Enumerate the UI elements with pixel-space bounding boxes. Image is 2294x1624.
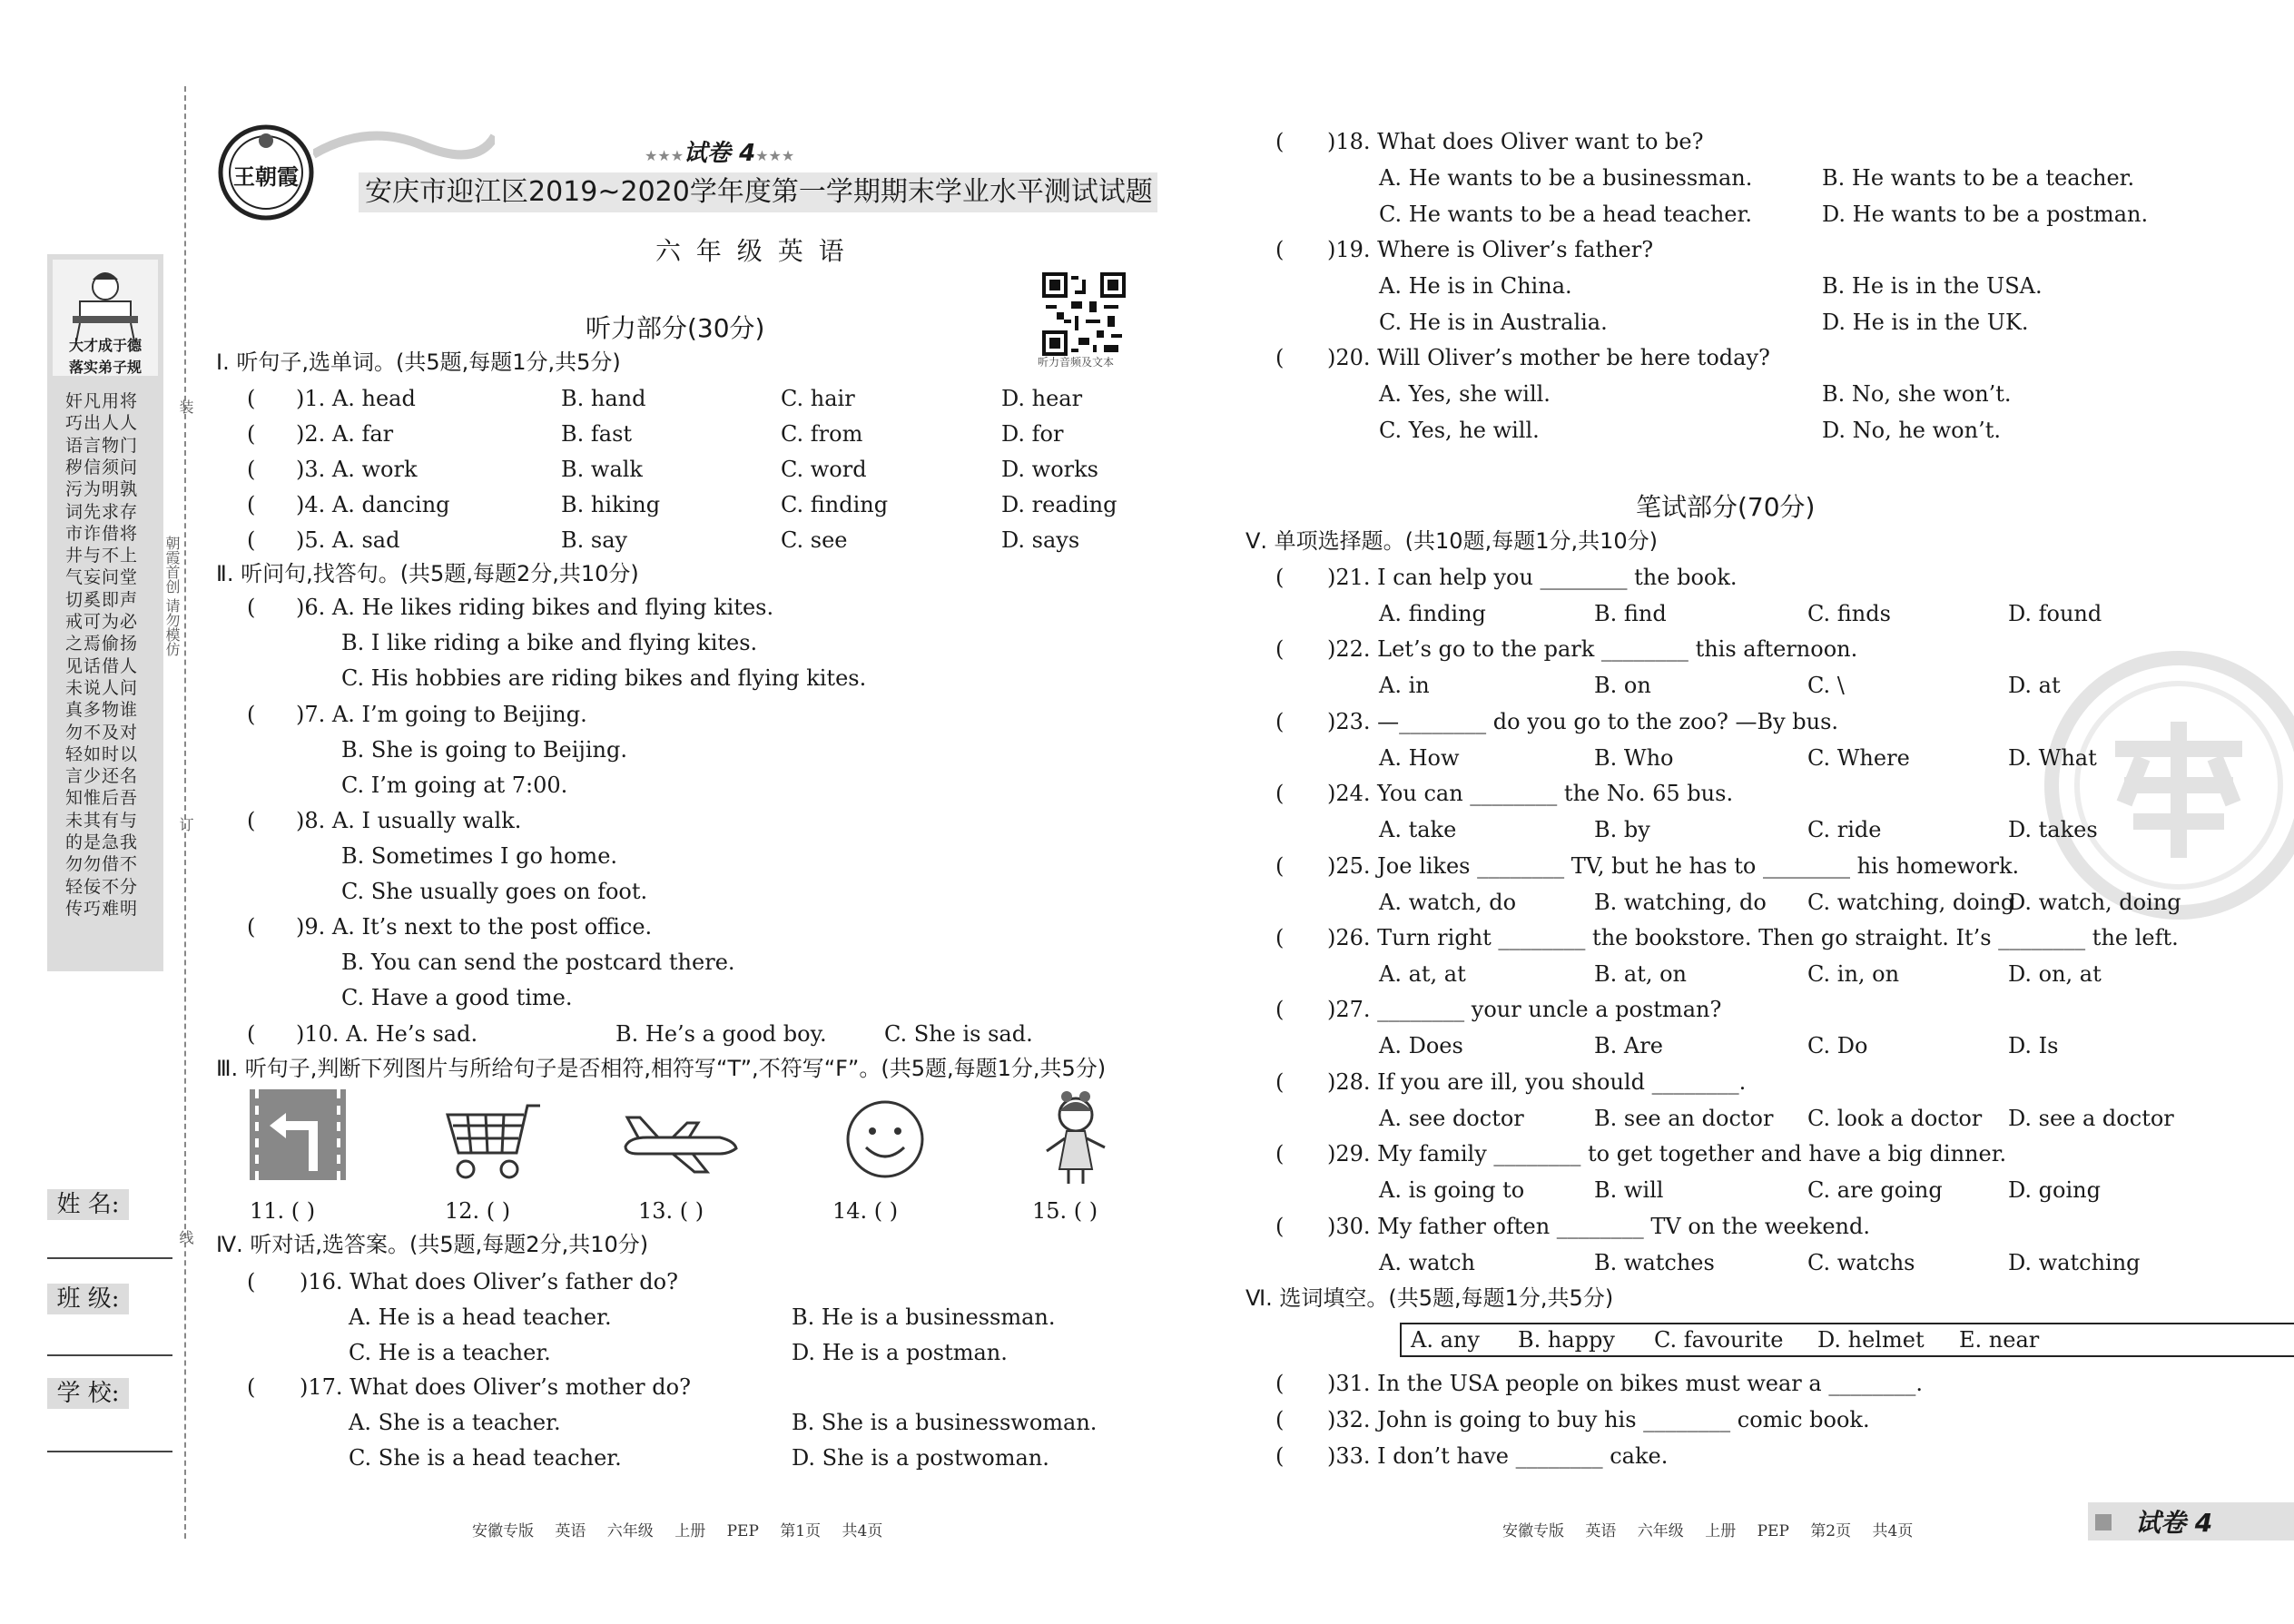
q17-option-b: B. She is a businesswoman. [792, 1410, 1098, 1435]
q28-option-d: D. see a doctor [2008, 1105, 2174, 1131]
q16-option-c: C. He is a teacher. [349, 1340, 551, 1365]
word-bank-c: C. favourite [1654, 1327, 1784, 1353]
motto-line: 污为明孰 [65, 479, 139, 500]
q17-option-a: A. She is a teacher. [349, 1410, 561, 1435]
q15-answer-slot[interactable]: 15. ( ) [1032, 1198, 1098, 1224]
school-label: 学 校: [47, 1378, 129, 1409]
q1-option-d: D. hear [1001, 386, 1083, 411]
motto-line: 未其有与 [65, 810, 139, 831]
q30-question: )30. My father often ________ TV on the weekend. [1327, 1213, 1870, 1239]
motto-line: 未说人问 [65, 677, 139, 698]
listening-section-title: 听力部分(30分) [586, 313, 765, 343]
motto-line: 的是急我 [65, 832, 139, 852]
q30-option-d: D. watching [2008, 1249, 2141, 1275]
q32-question: )32. John is going to buy his ________ comic book. [1327, 1407, 1870, 1432]
q18-option-c: C. He wants to be a head teacher. [1379, 202, 1752, 227]
girl-picture [1039, 1088, 1112, 1187]
q9-option-c: C. Have a good time. [341, 985, 573, 1010]
girl-icon [1039, 1088, 1112, 1187]
motto-line: 市诈借将 [65, 523, 139, 544]
q3-option-a: )3. A. work [296, 457, 418, 482]
paper-label: ★★★试卷 4★★★ [645, 140, 795, 167]
smiley-icon [844, 1098, 926, 1180]
q16-option-d: D. He is a postman. [792, 1340, 1008, 1365]
q17-option-c: C. She is a head teacher. [349, 1445, 622, 1471]
section-6-heading: Ⅵ. 选词填空。(共5题,每题1分,共5分) [1245, 1285, 1614, 1311]
q29-option-d: D. going [2008, 1177, 2101, 1204]
q17-paren[interactable]: ( [247, 1374, 256, 1400]
q21-paren[interactable]: ( [1275, 565, 1285, 590]
q31-paren[interactable]: ( [1275, 1371, 1285, 1396]
name-label: 姓 名: [47, 1189, 129, 1220]
q28-paren[interactable]: ( [1275, 1068, 1285, 1095]
q29-option-b: B. will [1594, 1177, 1664, 1204]
q29-option-a: A. is going to [1379, 1177, 1525, 1204]
q19-paren[interactable]: ( [1275, 237, 1285, 262]
q24-option-a: A. take [1379, 817, 1457, 843]
motto-line: 巧出人人 [65, 413, 139, 434]
brand-seal-logo [216, 123, 316, 222]
shopping-cart-icon [440, 1098, 549, 1185]
q22-question: )22. Let’s go to the park ________ this afternoon. [1327, 636, 1858, 663]
brand-name: 王朝霞 [233, 163, 299, 190]
q3-option-b: B. walk [561, 457, 643, 482]
q16-option-b: B. He is a businessman. [792, 1304, 1056, 1330]
q5-option-d: D. says [1001, 527, 1080, 553]
q17-question: )17. What does Oliver’s mother do? [300, 1374, 691, 1400]
fold-mark-2: 订 [177, 817, 194, 832]
slogan-1: 大才成于德 [68, 337, 142, 354]
slogan-2: 落实弟子规 [68, 359, 142, 376]
exam-title: 安庆市迎江区2019~2020学年度第一学期期末学业水平测试试题 [365, 176, 1153, 208]
q1-option-a: )1. A. head [296, 386, 416, 411]
q2-option-d: D. for [1001, 421, 1064, 447]
q11-answer-slot[interactable]: 11. ( ) [250, 1198, 316, 1224]
copyright-seal-text: 朝霞首创 请勿模仿 [163, 536, 181, 657]
q16-option-a: A. He is a head teacher. [349, 1304, 612, 1330]
motto-line: 知惟后吾 [65, 788, 139, 809]
word-bank-box [1400, 1323, 2294, 1357]
word-bank-d: D. helmet [1817, 1327, 1925, 1353]
motto-line: 勿不及对 [65, 722, 139, 743]
q2-option-b: B. fast [561, 421, 633, 447]
q7-option-c: C. I’m going at 7:00. [341, 773, 568, 798]
motto-line: 气妄问堂 [65, 567, 139, 588]
q29-question: )29. My family ________ to get together and have a big dinner. [1327, 1141, 2007, 1167]
section-5-heading: Ⅴ. 单项选择题。(共10题,每题1分,共10分) [1245, 528, 1659, 554]
motto-line: 戒可为必 [65, 612, 139, 632]
q25-option-a: A. watch, do [1379, 889, 1517, 915]
word-bank-e: E. near [1959, 1327, 2040, 1353]
q29-paren[interactable]: ( [1275, 1141, 1285, 1167]
q13-answer-slot[interactable]: 13. ( ) [638, 1198, 704, 1224]
q24-option-c: C. ride [1807, 817, 1882, 843]
q5-option-b: B. say [561, 527, 628, 553]
q22-option-a: A. in [1379, 673, 1430, 699]
motto-line: 秽信须问 [65, 457, 139, 477]
q30-option-b: B. watches [1594, 1249, 1715, 1275]
q2-paren[interactable]: ( [247, 421, 256, 447]
writing-section-title: 笔试部分(70分) [1636, 492, 1816, 522]
motto-line: 勿勿借不 [65, 854, 139, 875]
q25-option-b: B. watching, do [1594, 889, 1767, 915]
motto-line: 轻佞不分 [65, 876, 139, 897]
q21-option-b: B. find [1594, 601, 1667, 626]
footer-tag: 试卷 4 [2135, 1508, 2213, 1538]
q1-option-c: C. hair [781, 386, 855, 411]
q19-option-a: A. He is in China. [1379, 273, 1572, 299]
q25-paren[interactable]: ( [1275, 852, 1285, 879]
q23-option-c: C. Where [1807, 744, 1910, 771]
q26-paren[interactable]: ( [1275, 925, 1285, 950]
word-bank-b: B. happy [1518, 1327, 1615, 1353]
airplane-picture [620, 1112, 740, 1176]
q20-option-b: B. No, she won’t. [1822, 381, 2012, 407]
q25-question: )25. Joe likes ________ TV, but he has to ________ his homework. [1327, 852, 2020, 879]
motto-line: 见话借人 [65, 655, 139, 676]
turn-left-sign-picture [250, 1089, 346, 1180]
q28-question: )28. If you are ill, you should ________. [1327, 1068, 1747, 1095]
q26-option-b: B. at, on [1594, 961, 1688, 987]
q24-option-b: B. by [1594, 817, 1650, 843]
q32-paren[interactable]: ( [1275, 1407, 1285, 1432]
q27-question: )27. ________ your uncle a postman? [1327, 997, 1722, 1023]
q26-question: )26. Turn right ________ the bookstore. Then go straight. It’s ________ the left. [1327, 925, 2179, 950]
q18-option-a: A. He wants to be a businessman. [1379, 165, 1753, 191]
class-label: 班 级: [47, 1284, 129, 1314]
motto-line: 真多物谁 [65, 700, 139, 721]
q26-option-d: D. on, at [2008, 961, 2102, 987]
class-field[interactable] [47, 1354, 172, 1356]
q8-option-a: )8. A. I usually walk. [296, 808, 522, 833]
q9-paren[interactable]: ( [247, 914, 256, 940]
q24-paren[interactable]: ( [1275, 781, 1285, 807]
q5-option-c: C. see [781, 527, 848, 553]
qr-code[interactable] [1042, 272, 1126, 356]
q3-option-c: C. word [781, 457, 867, 482]
q8-option-c: C. She usually goes on foot. [341, 879, 648, 904]
shopping-cart-picture [440, 1098, 549, 1185]
q23-option-d: D. What [2008, 744, 2097, 771]
cut-line [184, 86, 186, 1539]
q17-option-d: D. She is a postwoman. [792, 1445, 1049, 1471]
q25-option-d: D. watch, doing [2008, 889, 2181, 915]
motto-line: 轻如时以 [65, 743, 139, 764]
q30-option-a: A. watch [1379, 1249, 1475, 1275]
q10-option-b: B. He’s a good boy. [615, 1021, 827, 1047]
turn-left-arrow-icon [250, 1089, 346, 1180]
q28-option-a: A. see doctor [1379, 1105, 1524, 1131]
q23-option-a: A. How [1379, 744, 1460, 771]
motto-line: 之焉偷扬 [65, 634, 139, 655]
motto-line: 奸凡用将 [65, 391, 139, 411]
q10-option-c: C. She is sad. [884, 1021, 1033, 1047]
motto-line: 井与不上 [65, 546, 139, 566]
q18-question: )18. What does Oliver want to be? [1327, 129, 1704, 154]
section-1-heading: Ⅰ. 听句子,选单词。(共5题,每题1分,共5分) [216, 349, 621, 375]
q21-question: )21. I can help you ________ the book. [1327, 565, 1738, 590]
ribbon-decoration [313, 127, 495, 163]
q8-option-b: B. Sometimes I go home. [341, 843, 618, 869]
q28-option-c: C. look a doctor [1807, 1105, 1983, 1131]
q21-option-c: C. finds [1807, 601, 1891, 626]
q22-option-b: B. on [1594, 673, 1651, 699]
smiley-face-picture [844, 1098, 926, 1180]
q30-paren[interactable]: ( [1275, 1213, 1285, 1239]
q24-option-d: D. takes [2008, 817, 2098, 843]
q3-option-d: D. works [1001, 457, 1098, 482]
q2-option-c: C. from [781, 421, 863, 447]
motto-line: 语言物门 [65, 435, 139, 456]
q4-option-b: B. hiking [561, 492, 661, 517]
q14-answer-slot[interactable]: 14. ( ) [832, 1198, 899, 1224]
secret-watermark-seal [2024, 649, 2294, 921]
motto-line: 言少还名 [65, 766, 139, 787]
q26-option-a: A. at, at [1379, 961, 1466, 987]
q20-option-d: D. No, he won’t. [1822, 418, 2001, 443]
q29-option-c: C. are going [1807, 1177, 1943, 1204]
airplane-icon [620, 1112, 740, 1176]
word-bank-a: A. any [1411, 1327, 1480, 1353]
q27-paren[interactable]: ( [1275, 997, 1285, 1023]
q4-paren[interactable]: ( [247, 492, 256, 517]
q20-paren[interactable]: ( [1275, 345, 1285, 370]
footer-tag-square-icon [2095, 1514, 2112, 1530]
q22-paren[interactable]: ( [1275, 636, 1285, 663]
motto-line: 传巧难明 [65, 898, 139, 919]
q8-paren[interactable]: ( [247, 808, 256, 833]
fold-mark-1: 装 [177, 399, 194, 414]
q33-paren[interactable]: ( [1275, 1443, 1285, 1469]
q21-option-d: D. found [2008, 601, 2102, 626]
qr-caption: 听力音频及文本 [1038, 356, 1115, 369]
q9-option-b: B. You can send the postcard there. [341, 950, 735, 975]
q23-option-b: B. Who [1594, 744, 1674, 771]
name-field[interactable] [47, 1257, 172, 1259]
q18-option-d: D. He wants to be a postman. [1822, 202, 2149, 227]
q9-option-a: )9. A. It’s next to the post office. [296, 914, 653, 940]
q4-option-d: D. reading [1001, 492, 1117, 517]
q20-option-a: A. Yes, she will. [1379, 381, 1551, 407]
q23-paren[interactable]: ( [1275, 708, 1285, 734]
footer-right: 安徽专版 英语 六年级 上册 PEP 第2页 共4页 [1502, 1522, 1914, 1540]
section-2-heading: Ⅱ. 听问句,找答句。(共5题,每题2分,共10分) [216, 561, 639, 586]
q28-option-b: B. see an doctor [1594, 1105, 1774, 1131]
q6-option-a: )6. A. He likes riding bikes and flying kites. [296, 595, 774, 620]
q3-paren[interactable]: ( [247, 457, 256, 482]
q10-option-a: )10. A. He’s sad. [296, 1021, 478, 1047]
q18-option-b: B. He wants to be a teacher. [1822, 165, 2135, 191]
q4-option-c: C. finding [781, 492, 889, 517]
section-4-heading: Ⅳ. 听对话,选答案。(共5题,每题2分,共10分) [216, 1232, 649, 1257]
q10-paren[interactable]: ( [247, 1021, 256, 1047]
q26-option-c: C. in, on [1807, 961, 1900, 987]
q18-paren[interactable]: ( [1275, 129, 1285, 154]
subject-title: 六 年 级 英 语 [655, 236, 848, 266]
sidebar-motto-panel [47, 254, 163, 971]
q7-paren[interactable]: ( [247, 702, 256, 727]
q22-option-c: C. \ [1807, 673, 1845, 699]
q19-question: )19. Where is Oliver’s father? [1327, 237, 1654, 262]
q5-option-a: )5. A. sad [296, 527, 400, 553]
q6-option-c: C. His hobbies are riding bikes and flying kites. [341, 665, 867, 691]
q31-question: )31. In the USA people on bikes must wear a ________. [1327, 1371, 1923, 1396]
q33-question: )33. I don’t have ________ cake. [1327, 1443, 1669, 1469]
footer-left: 安徽专版 英语 六年级 上册 PEP 第1页 共4页 [472, 1522, 883, 1540]
q1-option-b: B. hand [561, 386, 646, 411]
q16-question: )16. What does Oliver’s father do? [300, 1269, 678, 1294]
q24-question: )24. You can ________ the No. 65 bus. [1327, 781, 1734, 807]
q7-option-b: B. She is going to Beijing. [341, 737, 627, 763]
q27-option-b: B. Are [1594, 1033, 1663, 1059]
q27-option-c: C. Do [1807, 1033, 1868, 1059]
q20-question: )20. Will Oliver’s mother be here today? [1327, 345, 1770, 370]
fold-mark-3: 线 [177, 1230, 194, 1245]
q22-option-d: D. at [2008, 673, 2061, 699]
q16-paren[interactable]: ( [247, 1269, 256, 1294]
q2-option-a: )2. A. far [296, 421, 394, 447]
motto-line: 切奚即声 [65, 589, 139, 610]
q30-option-c: C. watchs [1807, 1249, 1915, 1275]
q6-paren[interactable]: ( [247, 595, 256, 620]
q6-option-b: B. I like riding a bike and flying kites. [341, 630, 758, 655]
section-3-heading: Ⅲ. 听句子,判断下列图片与所给句子是否相符,相符写“T”,不符写“F”。(共5题,每题1分,共5分) [216, 1056, 1107, 1081]
school-field[interactable] [47, 1451, 172, 1452]
q5-paren[interactable]: ( [247, 527, 256, 553]
q19-option-b: B. He is in the USA. [1822, 273, 2043, 299]
q19-option-c: C. He is in Australia. [1379, 310, 1608, 335]
q27-option-d: D. Is [2008, 1033, 2059, 1059]
q21-option-a: A. finding [1379, 601, 1486, 626]
q25-option-c: C. watching, doing [1807, 889, 2015, 915]
q20-option-c: C. Yes, he will. [1379, 418, 1540, 443]
q12-answer-slot[interactable]: 12. ( ) [445, 1198, 511, 1224]
q4-option-a: )4. A. dancing [296, 492, 450, 517]
q27-option-a: A. Does [1379, 1033, 1463, 1059]
q23-question: )23. —________ do you go to the zoo? —By bus. [1327, 708, 1839, 734]
q7-option-a: )7. A. I’m going to Beijing. [296, 702, 587, 727]
q1-paren[interactable]: ( [247, 386, 256, 411]
motto-line: 词先求存 [65, 501, 139, 522]
q19-option-d: D. He is in the UK. [1822, 310, 2029, 335]
